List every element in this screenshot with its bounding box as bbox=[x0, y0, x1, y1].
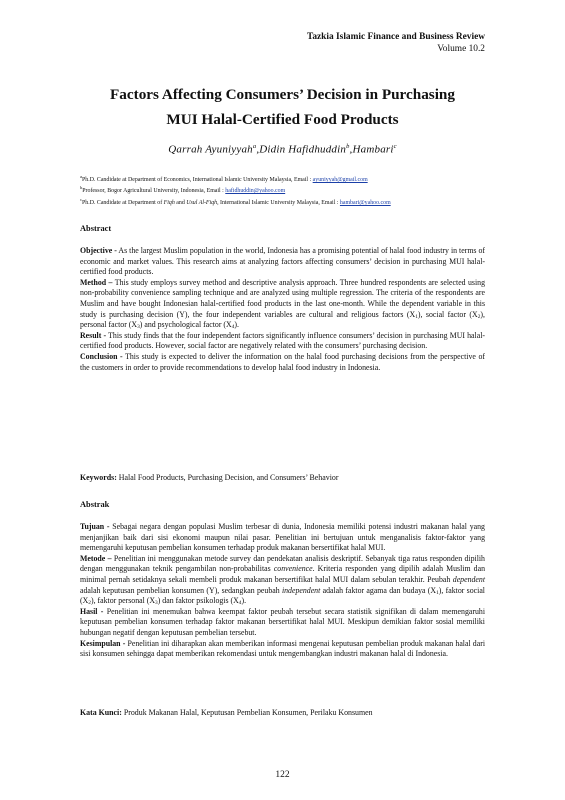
metode-text: ) dan faktor psikologis (X bbox=[157, 596, 239, 606]
hasil-label: Hasil - bbox=[80, 606, 104, 616]
result-label: Result - bbox=[80, 330, 107, 340]
journal-header bbox=[307, 31, 485, 55]
hasil-paragraph bbox=[80, 607, 485, 639]
tujuan-text: Sebagai negara dengan populasi Muslim terbesar di dunia, Indonesia memiliki potensi industri makanan halal yang menjanjikan baik dari sisi ekonomi maupun nilai pasar. Penelitian ini bertujuan untuk menganalisis faktor-faktor yang memengaruhi keputusan pembelian konsumen terhadap produk makanan bersertifikat halal MUI. bbox=[80, 522, 485, 553]
author-sep: , bbox=[349, 143, 353, 156]
kata-kunci-text: Produk Makanan Halal, Keputusan Pembelian Konsumen, Perilaku Konsumen bbox=[121, 708, 373, 717]
keywords-label: Keywords: bbox=[80, 473, 117, 482]
result-text: This study finds that the four independent factors significantly influence consumers’ decision in purchasing MUI halal-certified food products. However, social factor are negatively related with the consumers’ purchasing decision. bbox=[80, 330, 485, 351]
affiliation-a bbox=[80, 173, 500, 184]
author-3: Hambari bbox=[352, 143, 394, 156]
title-line-2: MUI Halal-Certified Food Products bbox=[166, 111, 399, 128]
author-1: Qarrah Ayuniyyah bbox=[168, 143, 253, 156]
subscript: 4 bbox=[238, 600, 242, 607]
subscript: 3 bbox=[137, 324, 140, 331]
objective-label: Objective - bbox=[80, 246, 117, 255]
method-text: ), personal factor (X bbox=[80, 309, 485, 330]
kesimpulan-paragraph bbox=[80, 639, 485, 660]
method-paragraph bbox=[80, 278, 485, 331]
author-2-mark: b bbox=[346, 143, 350, 150]
metode-paragraph bbox=[80, 554, 485, 607]
page-number: 122 bbox=[275, 770, 290, 780]
subscript: 3 bbox=[155, 600, 158, 607]
metode-text: ), faktor social (X bbox=[80, 585, 485, 606]
method-text: ) and psychological factor (X bbox=[139, 320, 232, 330]
abstrak-body bbox=[80, 522, 485, 660]
title-line-1: Factors Affecting Consumers’ Decision in Purchasing bbox=[110, 86, 455, 103]
paper-title bbox=[60, 82, 505, 132]
metode-text: adalah faktor agama dan budaya (X bbox=[320, 585, 437, 595]
metode-text: ), faktor personal (X bbox=[90, 596, 156, 606]
author-sep: , bbox=[256, 143, 260, 156]
conclusion-text: This study is expected to deliver the information on the halal food purchasing decisions from the perspective of the customers in order to provide recommendations to develop halal food industry in Indonesia. bbox=[80, 351, 485, 372]
method-text: ), social factor (X bbox=[417, 309, 478, 319]
email-link[interactable]: hafidhuddin@yahoo.com bbox=[225, 188, 286, 195]
affiliation-mark: b bbox=[80, 185, 83, 191]
subscript: 4 bbox=[231, 324, 235, 331]
metode-text: adalah keputusan pembelian konsumen (Y), sedangkan peubah bbox=[80, 585, 282, 595]
metode-text: ). bbox=[241, 596, 247, 606]
subscript: 2 bbox=[88, 600, 91, 607]
journal-volume: Volume 10.2 bbox=[437, 44, 485, 54]
conclusion-paragraph bbox=[80, 352, 485, 373]
method-text: This study employs survey method and descriptive analysis approach. Three hundred respondents are selected using non-probability convenience sampling technique and are analyzed using multiple regression. The criteria of the respondents are Muslim and have bought Indonesian halal-certified food products in the last one-month. While the dependent variable in this study is purchasing decision (Y), the four independent variables are cultural and religious factors (X bbox=[80, 277, 485, 319]
journal-name: Tazkia Islamic Finance and Business Review bbox=[306, 32, 485, 42]
affiliations bbox=[80, 173, 500, 207]
metode-text: Penelitian ini menggunakan metode survey dan pendekatan analisis deskriptif. Sebanyak tiga ratus responden dipilih dengan menggunakan teknik pengambilan non-probabilitas bbox=[80, 553, 485, 574]
metode-term: convenience bbox=[273, 564, 313, 574]
keywords bbox=[80, 473, 500, 482]
method-label: Method – bbox=[80, 277, 113, 287]
method-text: ). bbox=[234, 320, 239, 330]
affiliation-term: Fiqh bbox=[163, 199, 175, 206]
affiliation-text: Ph.D. Candidate at Department of bbox=[82, 199, 164, 206]
objective-text: As the largest Muslim population in the world, Indonesia has a promising potential of halal food industry in terms of economic and market values. This research aims at analyzing factors affecting consumers’ decision in purchasing MUI halal-certified food products. bbox=[80, 246, 486, 277]
kesimpulan-text: Penelitian ini diharapkan akan memberikan informasi mengenai keputusan pembelian produk makanan halal dari sisi konsumen sehingga dapat memberikan rekomendasi untuk mengembangkan industri makanan halal di Indonesia. bbox=[80, 638, 486, 659]
affiliation-mark: a bbox=[80, 174, 82, 179]
keywords-text: Halal Food Products, Purchasing Decision, and Consumers’ Behavior bbox=[116, 473, 339, 482]
email-link[interactable]: ayuniyyah@gmail.com bbox=[312, 176, 368, 183]
author-list bbox=[60, 143, 505, 156]
author-3-mark: c bbox=[393, 143, 397, 150]
conclusion-label: Conclusion - bbox=[80, 351, 123, 361]
author-1-mark: a bbox=[252, 143, 257, 150]
hasil-text: Penelitian ini menemukan bahwa keempat faktor peubah tersebut secara statistik signifikan di dalam memengaruhi keputusan pembelian konsumen terhadap faktor makanan bersertifikat halal MUI. Meskipun demikian faktor sosial memiliki hubungan negatif dengan keputusan pembelian tersebut. bbox=[80, 606, 485, 637]
affiliation-term: Usul Al-Fiqh bbox=[186, 199, 218, 206]
metode-term: dependent bbox=[452, 574, 485, 584]
affiliation-text: Ph.D. Candidate at Department of Economics, International Islamic University Malaysia, Email : bbox=[82, 176, 313, 183]
objective-paragraph bbox=[80, 246, 485, 278]
subscript: 1 bbox=[436, 589, 439, 596]
subscript: 2 bbox=[477, 313, 481, 320]
affiliation-text: , International Islamic University Malaysia, Email : bbox=[217, 199, 340, 206]
affiliation-text: and bbox=[174, 199, 187, 206]
abstract-heading: Abstract bbox=[80, 224, 112, 233]
affiliation-mark: c bbox=[80, 196, 82, 202]
metode-label: Metode – bbox=[80, 553, 112, 563]
result-paragraph bbox=[80, 331, 485, 352]
kata-kunci bbox=[80, 708, 500, 717]
kesimpulan-label: Kesimpulan - bbox=[80, 638, 126, 648]
metode-term: independent bbox=[281, 585, 321, 595]
tujuan-paragraph bbox=[80, 522, 485, 554]
author-2: Didin Hafidhuddin bbox=[259, 143, 347, 156]
abstract-body bbox=[80, 246, 485, 373]
email-link[interactable]: hambari@yahoo.com bbox=[339, 199, 391, 206]
affiliation-c bbox=[80, 196, 500, 207]
affiliation-b bbox=[80, 184, 500, 195]
affiliation-text: Professor, Bogor Agricultural University, Indonesia, Email : bbox=[82, 188, 226, 195]
abstrak-heading: Abstrak bbox=[80, 500, 110, 509]
tujuan-label: Tujuan - bbox=[80, 522, 110, 531]
metode-text: . Kriteria responden yang dipilih adalah Muslim dan minimal pernah setidaknya sekali membeli produk makanan bersertifikat halal MUI dalam sebulan terakhir. Peubah bbox=[80, 564, 486, 584]
kata-kunci-label: Kata Kunci: bbox=[80, 708, 122, 717]
subscript: 1 bbox=[415, 313, 418, 320]
